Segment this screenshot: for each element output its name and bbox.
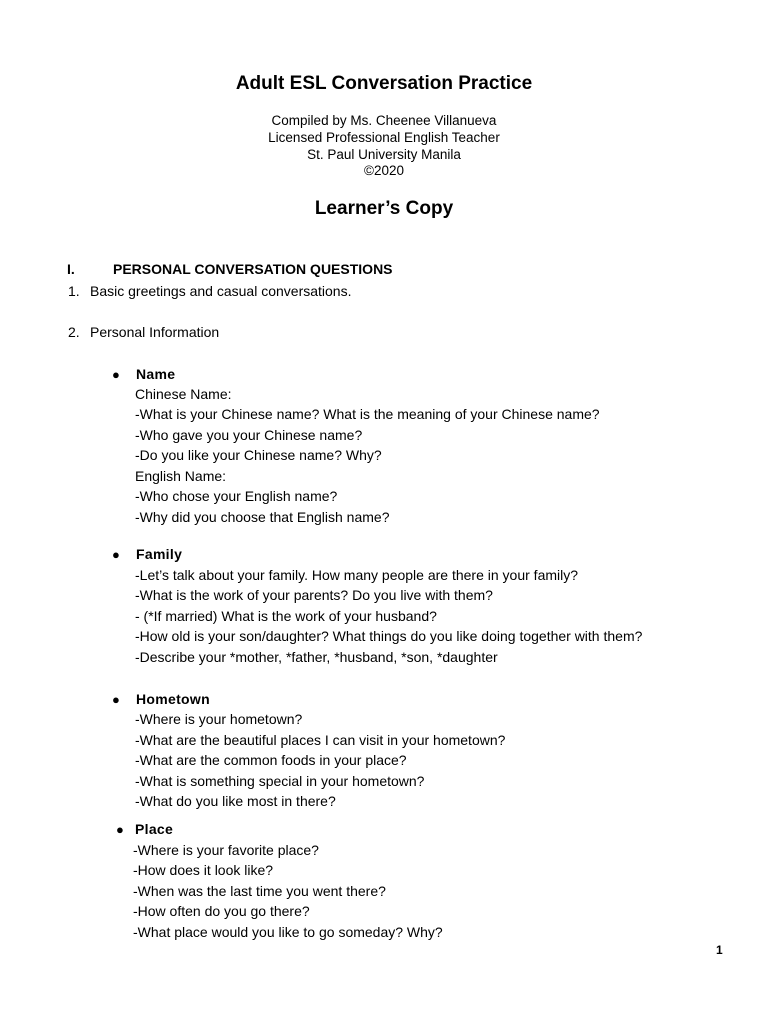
topic-line: -What do you like most in there?: [135, 793, 336, 809]
topic-line: -Who chose your English name?: [135, 488, 338, 504]
bullet-icon: ●: [112, 547, 120, 562]
topic-line: -Do you like your Chinese name? Why?: [135, 447, 382, 463]
bullet-icon: ●: [112, 692, 120, 707]
item-text: Basic greetings and casual conversations.: [90, 283, 352, 299]
document-title: Adult ESL Conversation Practice: [235, 73, 533, 94]
credit-role: Licensed Professional English Teacher: [268, 130, 500, 145]
topic-line: -What is your Chinese name? What is the meaning of your Chinese name?: [135, 406, 600, 422]
topic-line: -Describe your *mother, *father, *husband, *son, *daughter: [135, 649, 498, 665]
topic-heading-place: Place: [135, 821, 174, 837]
topic-line: -What are the beautiful places I can visit in your hometown?: [135, 732, 506, 748]
topic-line: -When was the last time you went there?: [133, 883, 386, 899]
item-text: Personal Information: [90, 324, 220, 340]
document-subtitle: Learner’s Copy: [314, 198, 454, 219]
topic-heading-hometown: Hometown: [136, 691, 210, 707]
topic-line: -How often do you go there?: [133, 903, 310, 919]
section-title: PERSONAL CONVERSATION QUESTIONS: [113, 261, 393, 277]
topic-line: Chinese Name:: [135, 386, 232, 402]
bullet-icon: ●: [116, 822, 124, 837]
credit-institution: St. Paul University Manila: [307, 147, 461, 162]
topic-line: -What place would you like to go someday? Why?: [133, 924, 443, 940]
topic-line: -Why did you choose that English name?: [135, 509, 390, 525]
topic-line: -Where is your hometown?: [135, 711, 303, 727]
section-number: I.: [67, 261, 75, 277]
topic-line: -Who gave you your Chinese name?: [135, 427, 363, 443]
topic-line: English Name:: [135, 468, 227, 484]
item-number: 2.: [68, 324, 80, 340]
page-number: 1: [716, 943, 723, 957]
topic-line: -Where is your favorite place?: [133, 842, 319, 858]
credit-compiler: Compiled by Ms. Cheenee Villanueva: [271, 113, 497, 128]
topic-heading-family: Family: [136, 546, 183, 562]
item-number: 1.: [68, 283, 80, 299]
topic-line: -Let’s talk about your family. How many people are there in your family?: [135, 567, 579, 583]
topic-line: -How does it look like?: [133, 862, 274, 878]
topic-line: -What is the work of your parents? Do you live with them?: [135, 587, 493, 603]
topic-line: -How old is your son/daughter? What things do you like doing together with them?: [135, 628, 643, 644]
topic-heading-name: Name: [136, 366, 176, 382]
topic-line: -What is something special in your hometown?: [135, 773, 425, 789]
topic-line: -What are the common foods in your place?: [135, 752, 407, 768]
topic-line: - (*If married) What is the work of your husband?: [135, 608, 437, 624]
credit-copyright: ©2020: [364, 163, 404, 178]
bullet-icon: ●: [112, 367, 120, 382]
